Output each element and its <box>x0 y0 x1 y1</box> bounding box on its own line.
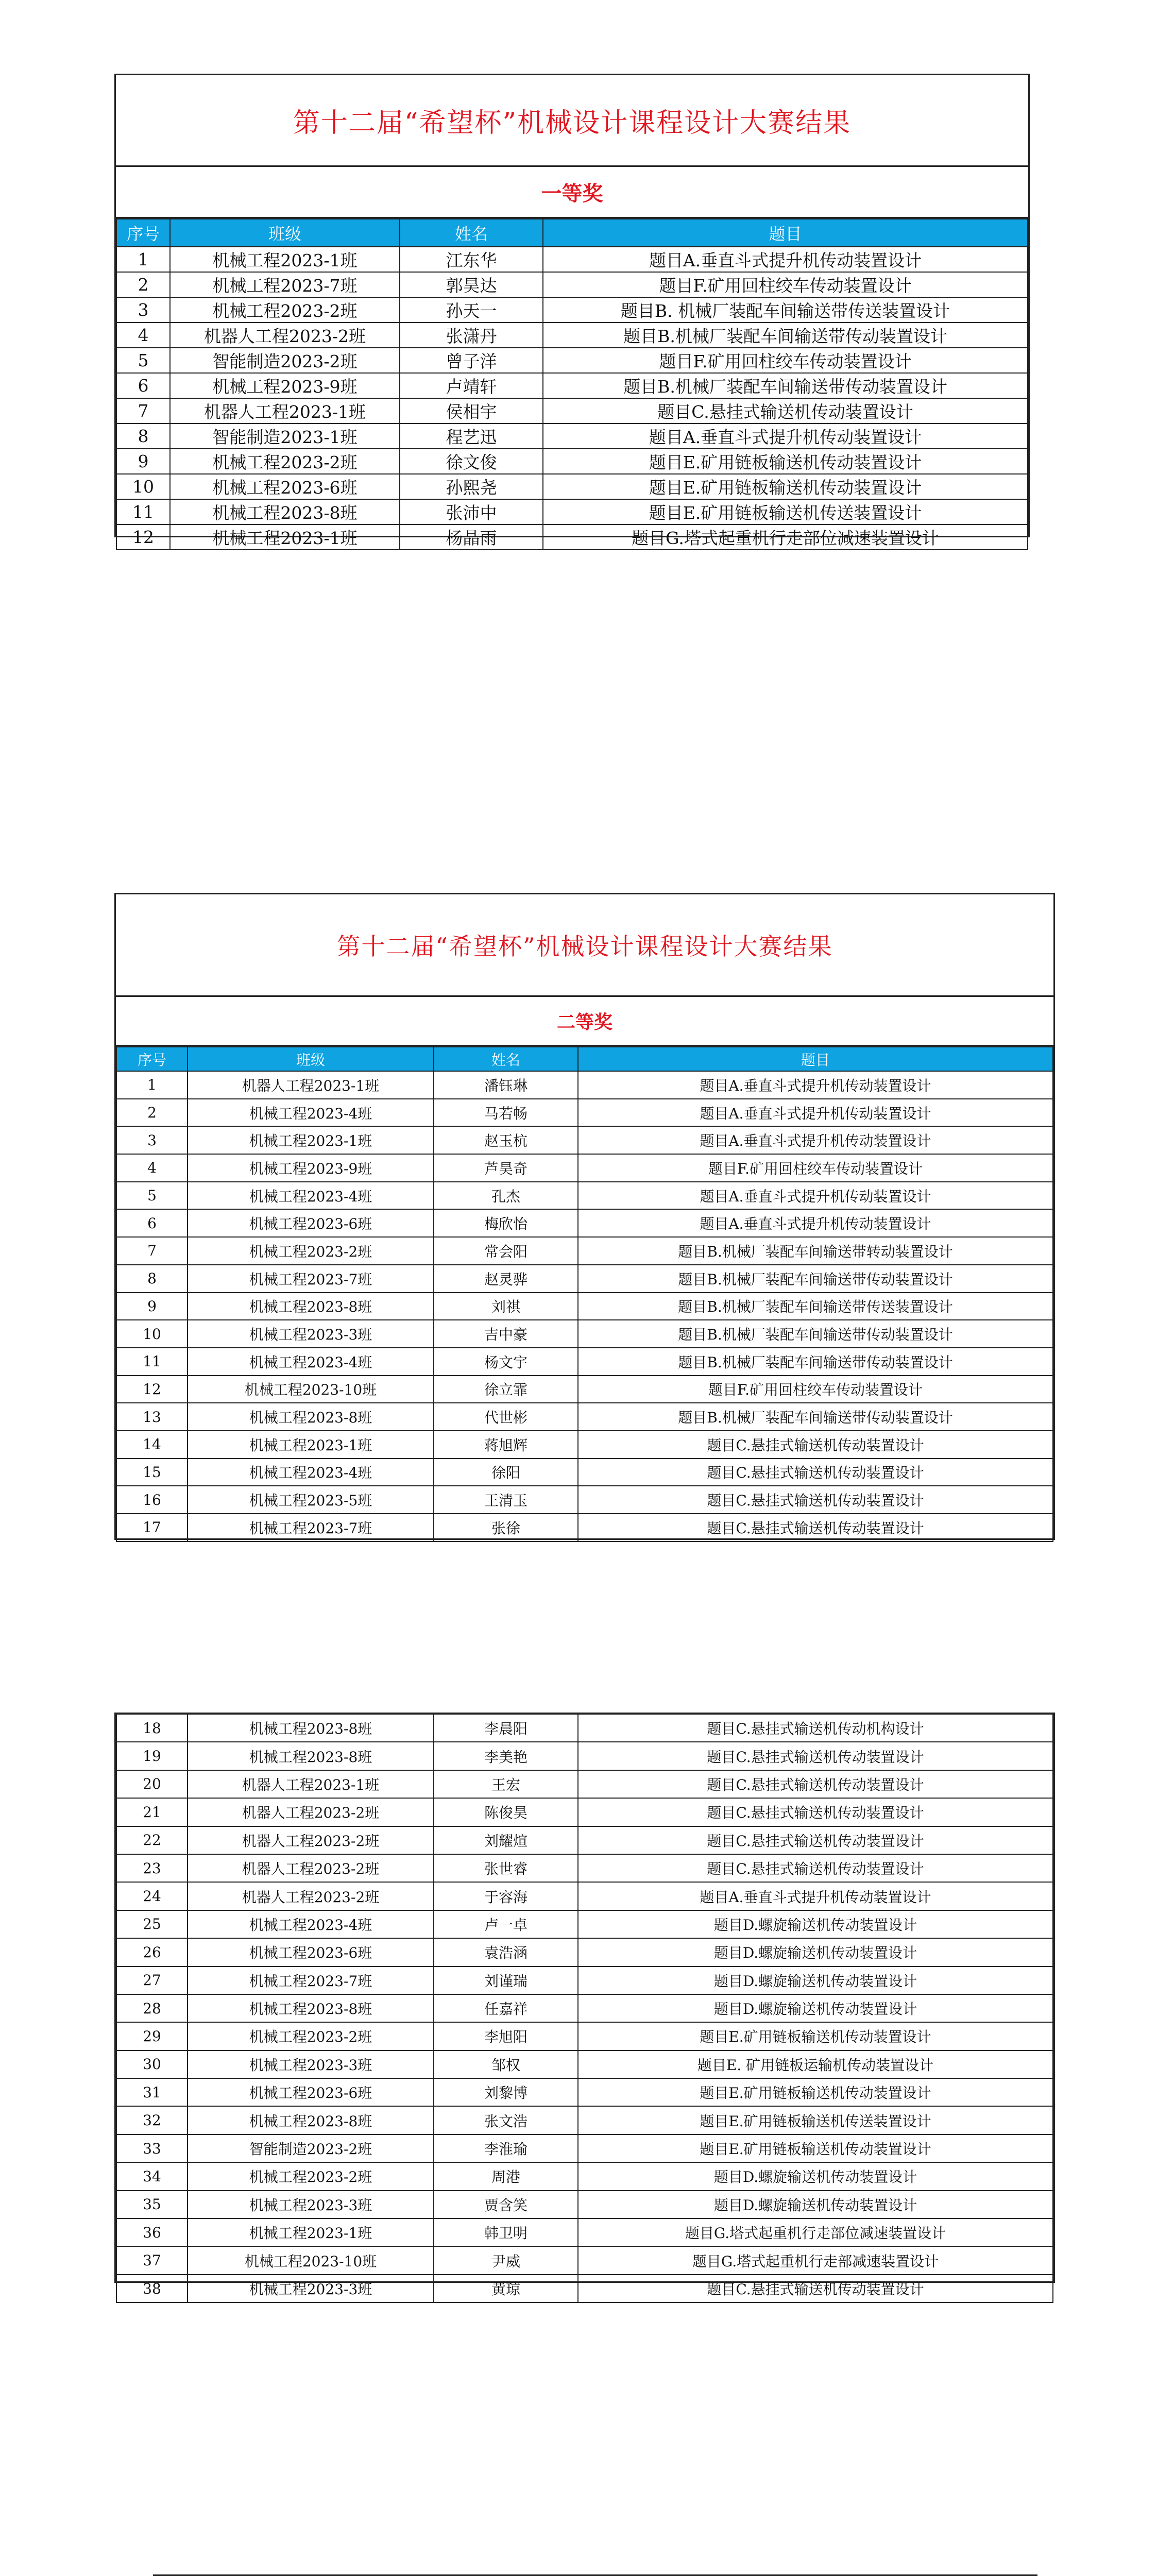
table-cell: 题目C.悬挂式输送机传动装置设计 <box>578 1742 1053 1770</box>
table-cell: 机械工程2023-1班 <box>188 1126 434 1154</box>
table-cell: 机械工程2023-7班 <box>188 1514 434 1541</box>
table-cell: 题目F.矿用回柱绞车传动装置设计 <box>543 348 1028 373</box>
table-row <box>116 1798 1053 1826</box>
table-cell: 程艺迅 <box>400 423 543 449</box>
table-row <box>116 1376 1053 1403</box>
table-cell: 潘钰琳 <box>434 1071 578 1099</box>
table-cell: 题目C.悬挂式输送机传动装置设计 <box>578 1854 1053 1882</box>
table-cell: 题目G.塔式起重机行走部位减速装置设计 <box>543 524 1028 550</box>
table-cell: 卢一卓 <box>434 1910 578 1938</box>
table-cell: 题目E.矿用链板输送机传送装置设计 <box>543 499 1028 524</box>
table-cell: 题目D.螺旋输送机传动装置设计 <box>578 1967 1053 1994</box>
table-cell: 机械工程2023-2班 <box>170 449 400 474</box>
table-cell: 机器人工程2023-2班 <box>170 323 400 348</box>
table-row <box>116 2078 1053 2106</box>
table-cell: 机械工程2023-6班 <box>188 1938 434 1966</box>
table-cell: 江东华 <box>400 247 543 272</box>
second-prize-sheet <box>114 893 1055 1540</box>
table-row <box>116 2191 1053 2218</box>
table-cell: 题目E.矿用链板输送机传动装置设计 <box>578 2078 1053 2106</box>
column-header: 题目 <box>578 1047 1053 1071</box>
table-row <box>116 2246 1053 2274</box>
table-cell: 刘谨瑞 <box>434 1967 578 1994</box>
table-row <box>116 1826 1053 1854</box>
results-table <box>116 218 1028 550</box>
table-row <box>116 1714 1053 1742</box>
results-table <box>116 1714 1053 2303</box>
table-cell: 17 <box>116 1514 188 1541</box>
table-cell: 29 <box>116 2022 188 2050</box>
table-row <box>116 2218 1053 2246</box>
table-row <box>116 1431 1053 1459</box>
table-cell: 5 <box>116 1182 188 1210</box>
table-cell: 刘黎博 <box>434 2078 578 2106</box>
table-cell: 机械工程2023-2班 <box>188 2022 434 2050</box>
table-cell: 张沛中 <box>400 499 543 524</box>
table-cell: 题目C.悬挂式输送机传动装置设计 <box>578 1798 1053 1826</box>
table-cell: 韩卫明 <box>434 2218 578 2246</box>
table-cell: 题目E.矿用链板输送机传动装置设计 <box>543 449 1028 474</box>
table-cell: 题目E.矿用链板输送机传送装置设计 <box>578 2106 1053 2134</box>
table-row <box>116 1403 1053 1431</box>
table-cell: 题目C.悬挂式输送机传动机构设计 <box>578 1714 1053 1742</box>
table-cell: 题目D.螺旋输送机传动装置设计 <box>578 2162 1053 2190</box>
table-cell: 梅欣怡 <box>434 1209 578 1237</box>
table-cell: 机械工程2023-8班 <box>188 1994 434 2022</box>
table-cell: 孙天一 <box>400 297 543 323</box>
table-cell: 机械工程2023-9班 <box>170 373 400 398</box>
table-cell: 周港 <box>434 2162 578 2190</box>
table-row <box>116 1265 1053 1293</box>
table-cell: 题目A.垂直斗式提升机传动装置设计 <box>578 1882 1053 1910</box>
table-cell: 12 <box>116 1376 188 1403</box>
column-header: 班级 <box>170 219 400 247</box>
table-cell: 机械工程2023-3班 <box>188 2275 434 2302</box>
results-table <box>116 1046 1053 1542</box>
table-cell: 题目B.机械厂装配车间输送带传动装置设计 <box>578 1265 1053 1293</box>
table-cell: 3 <box>116 297 170 323</box>
table-cell: 题目D.螺旋输送机传动装置设计 <box>578 1994 1053 2022</box>
table-cell: 机械工程2023-7班 <box>188 1265 434 1293</box>
table-cell: 常会阳 <box>434 1237 578 1265</box>
table-cell: 吉中豪 <box>434 1320 578 1348</box>
table-cell: 8 <box>116 1265 188 1293</box>
table-cell: 黄琼 <box>434 2275 578 2302</box>
table-cell: 13 <box>116 1403 188 1431</box>
table-cell: 张徐 <box>434 1514 578 1541</box>
table-cell: 机械工程2023-6班 <box>170 474 400 499</box>
table-cell: 刘祺 <box>434 1293 578 1320</box>
table-cell: 机器人工程2023-2班 <box>188 1826 434 1854</box>
table-cell: 37 <box>116 2246 188 2274</box>
table-cell: 题目C.悬挂式输送机传动装置设计 <box>578 1459 1053 1486</box>
table-cell: 2 <box>116 1099 188 1127</box>
table-cell: 机械工程2023-8班 <box>170 499 400 524</box>
table-cell: 孔杰 <box>434 1182 578 1210</box>
table-cell: 题目G.塔式起重机行走部位减速装置设计 <box>578 2218 1053 2246</box>
table-cell: 32 <box>116 2106 188 2134</box>
table-cell: 机械工程2023-8班 <box>188 1293 434 1320</box>
sheet-title: 第十二届“希望杯”机械设计课程设计大赛结果 <box>116 894 1053 997</box>
table-row <box>116 524 1028 550</box>
table-cell: 曾子洋 <box>400 348 543 373</box>
table-cell: 机械工程2023-6班 <box>188 1209 434 1237</box>
table-cell: 孙熙尧 <box>400 474 543 499</box>
table-row <box>116 2275 1053 2302</box>
column-header: 序号 <box>116 219 170 247</box>
table-cell: 31 <box>116 2078 188 2106</box>
table-cell: 题目B.机械厂装配车间输送带传动装置设计 <box>578 1403 1053 1431</box>
table-cell: 9 <box>116 449 170 474</box>
table-cell: 机械工程2023-4班 <box>188 1182 434 1210</box>
table-cell: 题目C.悬挂式输送机传动装置设计 <box>578 1486 1053 1514</box>
table-cell: 机械工程2023-8班 <box>188 1742 434 1770</box>
table-cell: 20 <box>116 1770 188 1798</box>
table-cell: 题目B.机械厂装配车间输送带传动装置设计 <box>578 1320 1053 1348</box>
table-row <box>116 1459 1053 1486</box>
table-cell: 机器人工程2023-2班 <box>188 1882 434 1910</box>
table-cell: 机械工程2023-1班 <box>170 247 400 272</box>
table-cell: 刘耀煊 <box>434 1826 578 1854</box>
table-row <box>116 474 1028 499</box>
table-row <box>116 323 1028 348</box>
table-row <box>116 1182 1053 1210</box>
table-cell: 24 <box>116 1882 188 1910</box>
table-cell: 15 <box>116 1459 188 1486</box>
table-cell: 机器人工程2023-1班 <box>188 1071 434 1099</box>
table-cell: 34 <box>116 2162 188 2190</box>
table-cell: 智能制造2023-2班 <box>188 2134 434 2162</box>
table-cell: 机械工程2023-10班 <box>188 2246 434 2274</box>
table-cell: 杨文宇 <box>434 1348 578 1376</box>
table-cell: 2 <box>116 272 170 297</box>
table-cell: 于容海 <box>434 1882 578 1910</box>
table-cell: 1 <box>116 247 170 272</box>
table-cell: 16 <box>116 1486 188 1514</box>
table-row <box>116 423 1028 449</box>
table-row <box>116 1209 1053 1237</box>
table-cell: 1 <box>116 1071 188 1099</box>
table-cell: 14 <box>116 1431 188 1459</box>
table-cell: 19 <box>116 1742 188 1770</box>
table-cell: 题目F.矿用回柱绞车传动装置设计 <box>578 1376 1053 1403</box>
table-cell: 侯相宇 <box>400 398 543 423</box>
table-cell: 赵灵骅 <box>434 1265 578 1293</box>
table-row <box>116 1967 1053 1994</box>
table-row <box>116 1910 1053 1938</box>
table-cell: 机械工程2023-8班 <box>188 1403 434 1431</box>
table-cell: 38 <box>116 2275 188 2302</box>
table-cell: 机械工程2023-10班 <box>188 1376 434 1403</box>
table-row <box>116 2134 1053 2162</box>
table-cell: 题目B.机械厂装配车间输送带传动装置设计 <box>578 1348 1053 1376</box>
table-cell: 机械工程2023-4班 <box>188 1099 434 1127</box>
column-header: 序号 <box>116 1047 188 1071</box>
table-row <box>116 1237 1053 1265</box>
table-row <box>116 2162 1053 2190</box>
table-cell: 机械工程2023-3班 <box>188 2191 434 2218</box>
table-row <box>116 1099 1053 1127</box>
table-cell: 题目G.塔式起重机行走部减速装置设计 <box>578 2246 1053 2274</box>
table-cell: 蒋旭辉 <box>434 1431 578 1459</box>
table-cell: 赵玉杭 <box>434 1126 578 1154</box>
table-cell: 27 <box>116 1967 188 1994</box>
table-cell: 机械工程2023-2班 <box>188 2162 434 2190</box>
table-cell: 题目D.螺旋输送机传动装置设计 <box>578 1938 1053 1966</box>
table-cell: 王宏 <box>434 1770 578 1798</box>
table-cell: 徐阳 <box>434 1459 578 1486</box>
table-cell: 36 <box>116 2218 188 2246</box>
table-row <box>116 297 1028 323</box>
table-cell: 33 <box>116 2134 188 2162</box>
table-cell: 机器人工程2023-2班 <box>188 1798 434 1826</box>
table-cell: 王清玉 <box>434 1486 578 1514</box>
table-cell: 题目A.垂直斗式提升机传动装置设计 <box>578 1071 1053 1099</box>
table-cell: 机械工程2023-3班 <box>188 1320 434 1348</box>
table-cell: 张潇丹 <box>400 323 543 348</box>
table-cell: 机械工程2023-4班 <box>188 1459 434 1486</box>
table-row <box>116 1938 1053 1966</box>
table-cell: 题目B.机械厂装配车间输送带传动装置设计 <box>543 323 1028 348</box>
table-cell: 题目A.垂直斗式提升机传动装置设计 <box>543 247 1028 272</box>
table-cell: 机械工程2023-7班 <box>188 1967 434 1994</box>
table-row <box>116 1486 1053 1514</box>
table-cell: 任嘉祥 <box>434 1994 578 2022</box>
table-cell: 代世彬 <box>434 1403 578 1431</box>
table-cell: 智能制造2023-2班 <box>170 348 400 373</box>
table-cell: 尹威 <box>434 2246 578 2274</box>
table-cell: 卢靖轩 <box>400 373 543 398</box>
table-cell: 题目B.机械厂装配车间输送带传动装置设计 <box>543 373 1028 398</box>
table-cell: 机械工程2023-5班 <box>188 1486 434 1514</box>
table-row <box>116 1126 1053 1154</box>
table-cell: 机械工程2023-7班 <box>170 272 400 297</box>
table-row <box>116 247 1028 272</box>
table-cell: 6 <box>116 1209 188 1237</box>
table-cell: 智能制造2023-1班 <box>170 423 400 449</box>
table-cell: 11 <box>116 499 170 524</box>
column-header: 姓名 <box>434 1047 578 1071</box>
table-cell: 4 <box>116 323 170 348</box>
table-cell: 题目E.矿用链板输送机传动装置设计 <box>578 2134 1053 2162</box>
award-heading: 二等奖 <box>116 997 1053 1046</box>
table-cell: 张文浩 <box>434 2106 578 2134</box>
table-cell: 5 <box>116 348 170 373</box>
table-cell: 11 <box>116 1348 188 1376</box>
award-heading: 一等奖 <box>116 167 1028 218</box>
column-header: 题目 <box>543 219 1028 247</box>
table-row <box>116 499 1028 524</box>
table-cell: 23 <box>116 1854 188 1882</box>
table-row <box>116 1348 1053 1376</box>
table-cell: 题目A.垂直斗式提升机传动装置设计 <box>578 1126 1053 1154</box>
table-cell: 30 <box>116 2050 188 2078</box>
table-cell: 袁浩涵 <box>434 1938 578 1966</box>
table-cell: 张世睿 <box>434 1854 578 1882</box>
table-cell: 机械工程2023-4班 <box>188 1910 434 1938</box>
table-cell: 题目C.悬挂式输送机传动装置设计 <box>578 1514 1053 1541</box>
table-cell: 机械工程2023-2班 <box>170 297 400 323</box>
table-cell: 机械工程2023-8班 <box>188 2106 434 2134</box>
table-row <box>116 1882 1053 1910</box>
table-row <box>116 1154 1053 1182</box>
table-cell: 题目C.悬挂式输送机传动装置设计 <box>578 1431 1053 1459</box>
table-cell: 题目C.悬挂式输送机传动装置设计 <box>578 2275 1053 2302</box>
table-row <box>116 1320 1053 1348</box>
table-row <box>116 1994 1053 2022</box>
table-cell: 机器人工程2023-2班 <box>188 1854 434 1882</box>
table-row <box>116 1770 1053 1798</box>
header-row <box>116 1047 1053 1071</box>
table-cell: 题目F.矿用回柱绞车传动装置设计 <box>543 272 1028 297</box>
table-cell: 邹权 <box>434 2050 578 2078</box>
table-cell: 28 <box>116 1994 188 2022</box>
table-cell: 徐立霏 <box>434 1376 578 1403</box>
table-cell: 机械工程2023-4班 <box>188 1348 434 1376</box>
table-cell: 贾含笑 <box>434 2191 578 2218</box>
table-cell: 25 <box>116 1910 188 1938</box>
table-cell: 3 <box>116 1126 188 1154</box>
table-row <box>116 2050 1053 2078</box>
column-header: 姓名 <box>400 219 543 247</box>
table-cell: 徐文俊 <box>400 449 543 474</box>
table-cell: 马若畅 <box>434 1099 578 1127</box>
table-row <box>116 1854 1053 1882</box>
table-cell: 机械工程2023-1班 <box>170 524 400 550</box>
table-row <box>116 1071 1053 1099</box>
table-cell: 9 <box>116 1293 188 1320</box>
table-cell: 题目A.垂直斗式提升机传动装置设计 <box>543 423 1028 449</box>
table-cell: 题目C.悬挂式输送机传动装置设计 <box>578 1826 1053 1854</box>
table-cell: 李淮瑜 <box>434 2134 578 2162</box>
table-cell: 26 <box>116 1938 188 1966</box>
table-cell: 7 <box>116 1237 188 1265</box>
sheet-title: 第十二届“希望杯”机械设计课程设计大赛结果 <box>116 75 1028 167</box>
table-row <box>116 449 1028 474</box>
column-header: 班级 <box>188 1047 434 1071</box>
table-row <box>116 1514 1053 1541</box>
table-cell: 21 <box>116 1798 188 1826</box>
table-cell: 机器人工程2023-1班 <box>170 398 400 423</box>
table-cell: 6 <box>116 373 170 398</box>
table-cell: 郭昊达 <box>400 272 543 297</box>
table-cell: 题目C.悬挂式输送机传动装置设计 <box>578 1770 1053 1798</box>
table-cell: 4 <box>116 1154 188 1182</box>
table-cell: 机器人工程2023-1班 <box>188 1770 434 1798</box>
table-cell: 题目B. 机械厂装配车间输送带传送装置设计 <box>543 297 1028 323</box>
table-cell: 芦昊奇 <box>434 1154 578 1182</box>
table-cell: 杨晶雨 <box>400 524 543 550</box>
table-cell: 机械工程2023-2班 <box>188 1237 434 1265</box>
second-prize-continued <box>114 1713 1055 2298</box>
table-cell: 题目C.悬挂式输送机传动装置设计 <box>543 398 1028 423</box>
table-cell: 10 <box>116 1320 188 1348</box>
first-prize-sheet <box>114 74 1030 548</box>
table-cell: 18 <box>116 1714 188 1742</box>
table-row <box>116 2022 1053 2050</box>
table-cell: 李美艳 <box>434 1742 578 1770</box>
table-cell: 题目A.垂直斗式提升机传动装置设计 <box>578 1209 1053 1237</box>
table-cell: 机械工程2023-6班 <box>188 2078 434 2106</box>
table-cell: 李晨阳 <box>434 1714 578 1742</box>
table-row <box>116 373 1028 398</box>
table-cell: 题目A.垂直斗式提升机传动装置设计 <box>578 1182 1053 1210</box>
table-cell: 7 <box>116 398 170 423</box>
table-row <box>116 2106 1053 2134</box>
table-cell: 机械工程2023-1班 <box>188 2218 434 2246</box>
table-cell: 题目E.矿用链板输送机传动装置设计 <box>578 2022 1053 2050</box>
table-cell: 题目F.矿用回柱绞车传动装置设计 <box>578 1154 1053 1182</box>
header-row <box>116 219 1028 247</box>
table-cell: 题目B.机械厂装配车间输送带转动装置设计 <box>578 1237 1053 1265</box>
table-row <box>116 1293 1053 1320</box>
table-cell: 22 <box>116 1826 188 1854</box>
table-cell: 题目B.机械厂装配车间输送带传送装置设计 <box>578 1293 1053 1320</box>
table-cell: 机械工程2023-1班 <box>188 1431 434 1459</box>
table-cell: 题目D.螺旋输送机传动装置设计 <box>578 1910 1053 1938</box>
table-cell: 机械工程2023-9班 <box>188 1154 434 1182</box>
table-cell: 题目E. 矿用链板运输机传动装置设计 <box>578 2050 1053 2078</box>
table-cell: 35 <box>116 2191 188 2218</box>
table-cell: 12 <box>116 524 170 550</box>
table-cell: 机械工程2023-8班 <box>188 1714 434 1742</box>
table-cell: 题目D.螺旋输送机传动装置设计 <box>578 2191 1053 2218</box>
table-cell: 题目A.垂直斗式提升机传动装置设计 <box>578 1099 1053 1127</box>
table-row <box>116 1742 1053 1770</box>
table-row <box>116 398 1028 423</box>
table-cell: 8 <box>116 423 170 449</box>
table-row <box>116 272 1028 297</box>
table-cell: 题目E.矿用链板输送机传动装置设计 <box>543 474 1028 499</box>
table-cell: 陈俊昊 <box>434 1798 578 1826</box>
table-cell: 李旭阳 <box>434 2022 578 2050</box>
table-cell: 10 <box>116 474 170 499</box>
table-row <box>116 348 1028 373</box>
table-cell: 机械工程2023-3班 <box>188 2050 434 2078</box>
